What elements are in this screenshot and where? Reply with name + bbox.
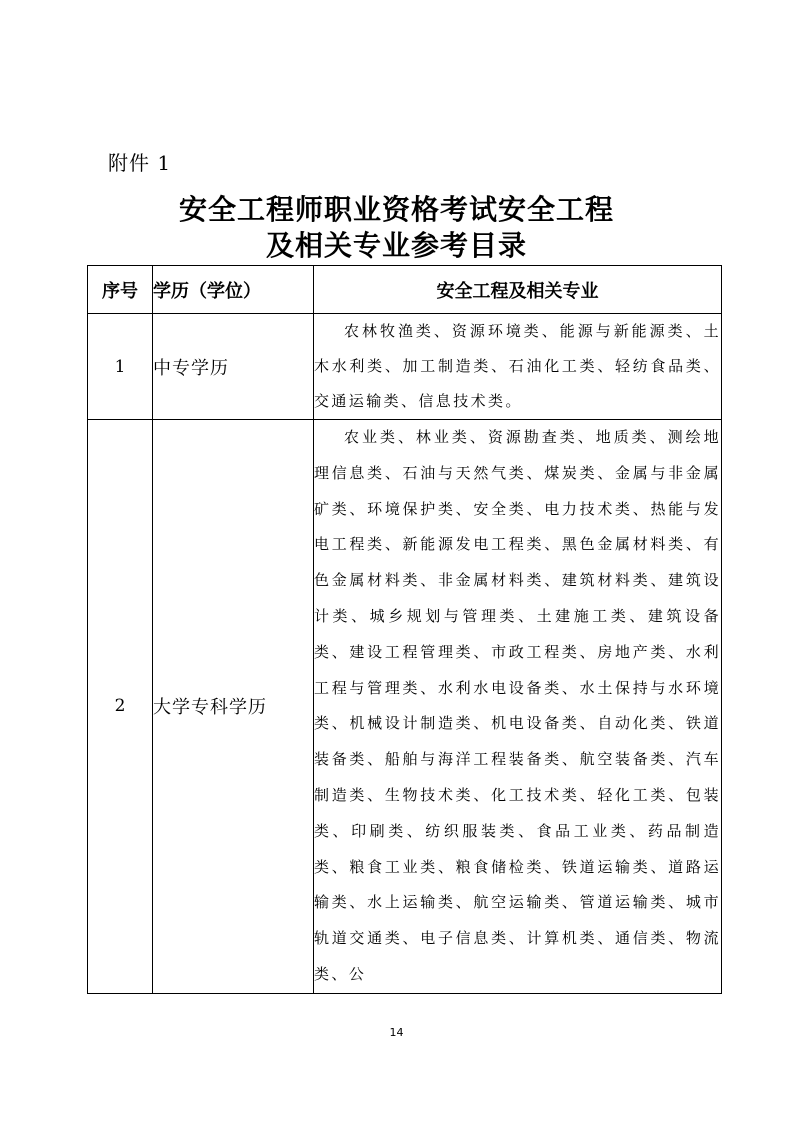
row-no: 1	[88, 314, 153, 420]
header-major: 安全工程及相关专业	[314, 266, 722, 314]
attachment-label: 附件 1	[108, 151, 172, 175]
row-majors-cell	[314, 314, 722, 420]
table-header-row	[88, 266, 722, 314]
header-degree: 学历（学位）	[153, 266, 314, 314]
page-number: 14	[389, 1026, 404, 1039]
row-no: 2	[88, 420, 153, 994]
row-degree: 中专学历	[153, 314, 314, 420]
major-catalog-table	[87, 265, 722, 994]
document-title-line-2: 及相关专业参考目录	[265, 229, 527, 262]
document-title-line-1: 安全工程师职业资格考试安全工程	[178, 193, 614, 226]
table-row	[88, 420, 722, 994]
row-majors: 农业类、林业类、资源勘查类、地质类、测绘地理信息类、石油与天然气类、煤炭类、金属与非金属矿类、环境保护类、安全类、电力技术类、热能与发电工程类、新能源发电工程类、黑色金属材料类、有色金属材料类、非金属材料类、建筑材料类、建筑设计类、城乡规划与管理类、土建施工类、建筑设备类、建设工程管理类、市政工程类、房地产类、水利工程与管理类、水利水电设备类、水土保持与水环境类、机械设计制造类、机电设备类、自动化类、铁道装备类、船舶与海洋工程装备类、航空装备类、汽车制造类、生物技术类、化工技术类、轻化工类、包装类、印刷类、纺织服装类、食品工业类、药品制造类、粮食工业类、粮食储检类、铁道运输类、道路运输类、水上运输类、航空运输类、管道运输类、城市轨道交通类、电子信息类、计算机类、通信类、物流类、公	[314, 428, 721, 983]
header-no: 序号	[88, 266, 153, 314]
table-row	[88, 314, 722, 420]
row-degree: 大学专科学历	[153, 420, 314, 994]
row-majors: 农林牧渔类、资源环境类、能源与新能源类、土木水利类、加工制造类、石油化工类、轻纺食品类、交通运输类、信息技术类。	[314, 322, 721, 410]
row-majors-cell	[314, 420, 722, 994]
